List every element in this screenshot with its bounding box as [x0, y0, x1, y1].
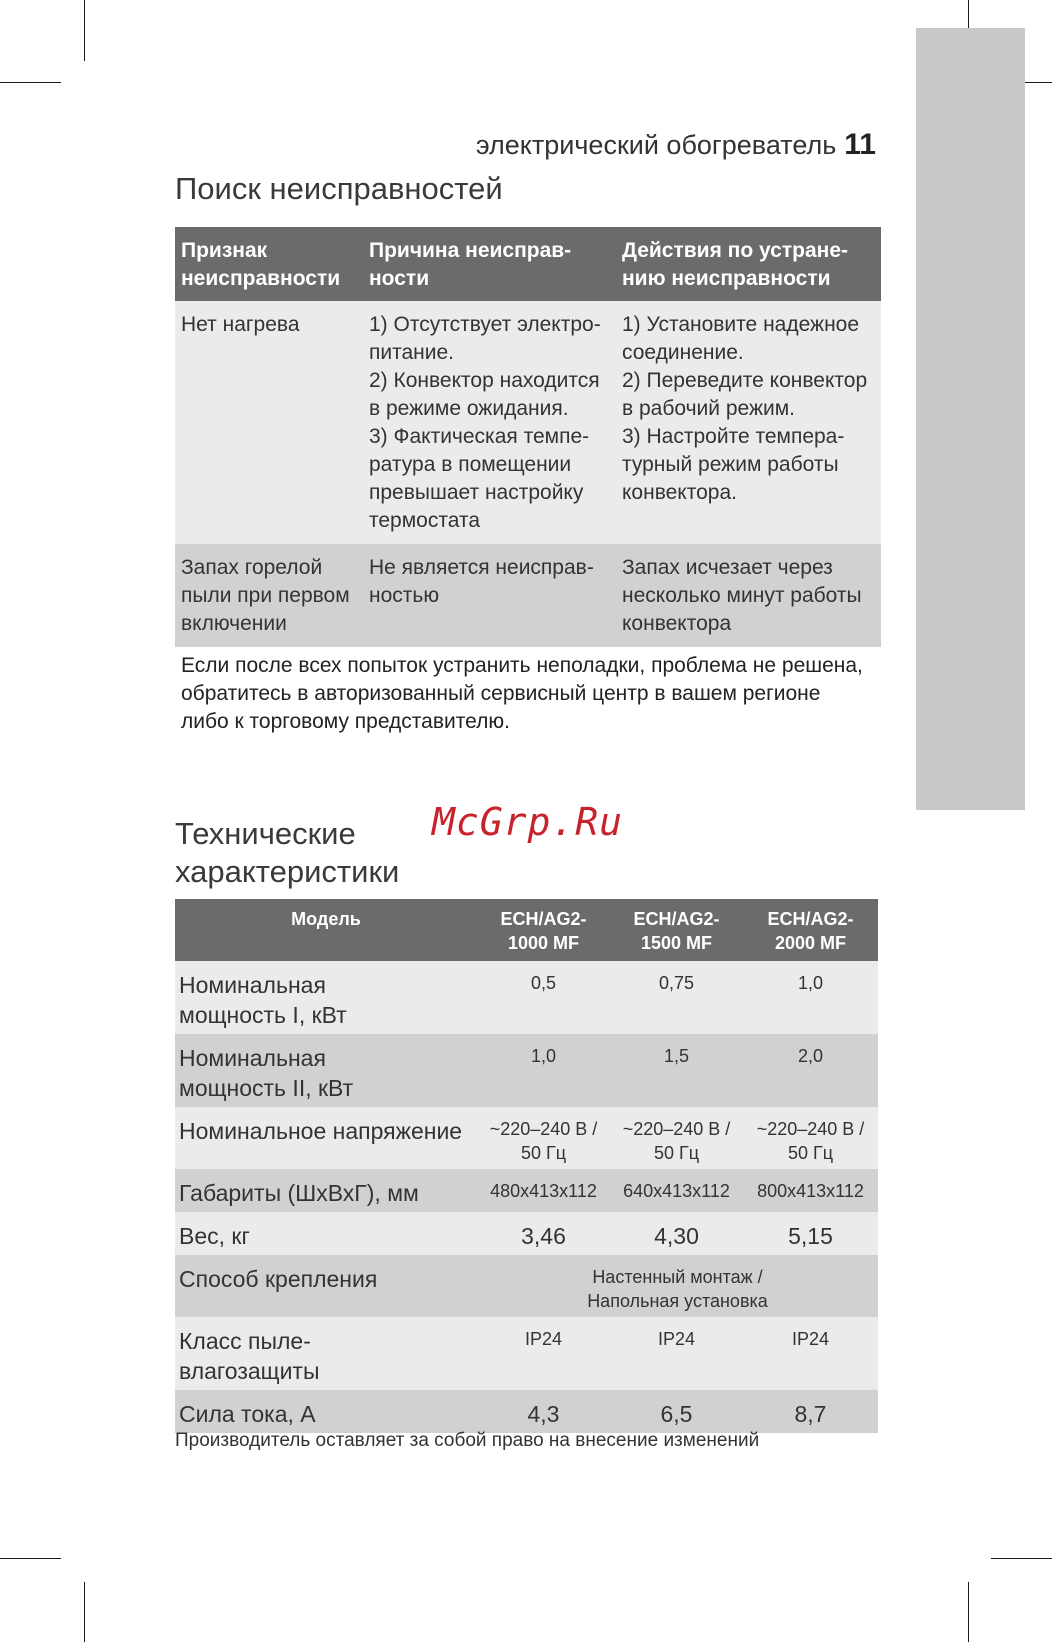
mounting-value-cell: Настенный монтаж / Напольная установка — [477, 1255, 878, 1317]
chapter-side-tab — [916, 28, 1025, 810]
row-label: Сила тока, А — [175, 1390, 477, 1433]
header-action: Действия по устране- нию неисправности — [616, 227, 881, 301]
crop-mark — [84, 0, 85, 61]
crop-mark — [991, 1558, 1052, 1559]
table-row — [175, 1107, 878, 1169]
header-model: Модель — [175, 899, 477, 961]
value-cell: 4,30 — [610, 1212, 743, 1255]
value-cell: IP24 — [743, 1317, 878, 1390]
table-row — [175, 1255, 878, 1317]
value-cell: 1,5 — [610, 1034, 743, 1107]
value-cell: 2,0 — [743, 1034, 878, 1107]
value-cell: 4,3 — [477, 1390, 610, 1433]
value-cell: 3,46 — [477, 1212, 610, 1255]
value-cell: 640x413x112 — [610, 1169, 743, 1212]
service-note: Если после всех попыток устранить неполадки, проблема не решена, обратитесь в авторизованный сервисный центр в вашем регионе либо к торговому представителю. — [181, 654, 863, 733]
value-cell: ~220–240 В / 50 Гц — [743, 1107, 878, 1169]
header-model-1000: ECH/AG2- 1000 MF — [477, 899, 610, 961]
value-cell: 0,75 — [610, 961, 743, 1034]
table-row — [175, 1390, 878, 1433]
table-header-row — [175, 227, 881, 301]
table-header-row — [175, 899, 878, 961]
row-label: Вес, кг — [175, 1212, 477, 1255]
value-cell: 8,7 — [743, 1390, 878, 1433]
header-symptom: Признак неисправности — [175, 227, 363, 301]
running-head-text: электрический обогреватель — [475, 130, 837, 160]
table-row — [175, 1034, 878, 1107]
value-cell: ~220–240 В / 50 Гц — [477, 1107, 610, 1169]
footer-note: Производитель оставляет за собой право на внесение изменений — [175, 1430, 760, 1451]
troubleshooting-table — [175, 227, 881, 647]
table-row — [175, 301, 881, 544]
value-cell: IP24 — [477, 1317, 610, 1390]
cause-cell: 1) Отсутствует электро- питание. 2) Конвектор находится в режиме ожидания. 3) Фактическая темпе- ратура в помещении превышает настройку термостата — [363, 301, 616, 544]
row-label: Способ крепления — [175, 1255, 477, 1317]
row-label: Номинальное напряжение — [175, 1107, 477, 1169]
header-model-2000: ECH/AG2- 2000 MF — [743, 899, 878, 961]
crop-mark — [0, 1558, 61, 1559]
value-cell: IP24 — [610, 1317, 743, 1390]
value-cell: 5,15 — [743, 1212, 878, 1255]
header-model-1500: ECH/AG2- 1500 MF — [610, 899, 743, 961]
row-label: Номинальная мощность II, кВт — [175, 1034, 477, 1107]
table-row — [175, 961, 878, 1034]
page-number: 11 — [844, 128, 876, 161]
table-row — [175, 1212, 878, 1255]
watermark: McGrp.Ru — [432, 800, 624, 844]
action-cell: Запах исчезает через несколько минут работы конвектора — [616, 544, 881, 647]
row-label: Номинальная мощность I, кВт — [175, 961, 477, 1034]
value-cell: ~220–240 В / 50 Гц — [610, 1107, 743, 1169]
value-cell: 1,0 — [477, 1034, 610, 1107]
running-head — [476, 128, 876, 162]
action-cell: 1) Установите надежное соединение. 2) Переведите конвектор в рабочий режим. 3) Настройте темпера- турный режим работы конвектора. — [616, 301, 881, 544]
troubleshooting-title: Поиск неисправностей — [175, 171, 503, 206]
specs-table — [175, 899, 878, 1433]
row-label: Габариты (ШхВхГ), мм — [175, 1169, 477, 1212]
table-row — [175, 1317, 878, 1390]
row-label: Класс пыле- влагозащиты — [175, 1317, 477, 1390]
header-cause: Причина неисправ- ности — [363, 227, 616, 301]
cause-cell: Не является неисправ- ностью — [363, 544, 616, 647]
crop-mark — [0, 82, 61, 83]
crop-mark — [968, 1582, 969, 1642]
specs-title: Технические характеристики — [175, 816, 400, 889]
symptom-cell: Запах горелой пыли при первом включении — [175, 544, 363, 647]
value-cell: 480x413x112 — [477, 1169, 610, 1212]
table-row — [175, 544, 881, 647]
value-cell: 800x413x112 — [743, 1169, 878, 1212]
value-cell: 6,5 — [610, 1390, 743, 1433]
table-row — [175, 1169, 878, 1212]
value-cell: 0,5 — [477, 961, 610, 1034]
value-cell: 1,0 — [743, 961, 878, 1034]
crop-mark — [84, 1582, 85, 1642]
symptom-cell: Нет нагрева — [175, 301, 363, 544]
